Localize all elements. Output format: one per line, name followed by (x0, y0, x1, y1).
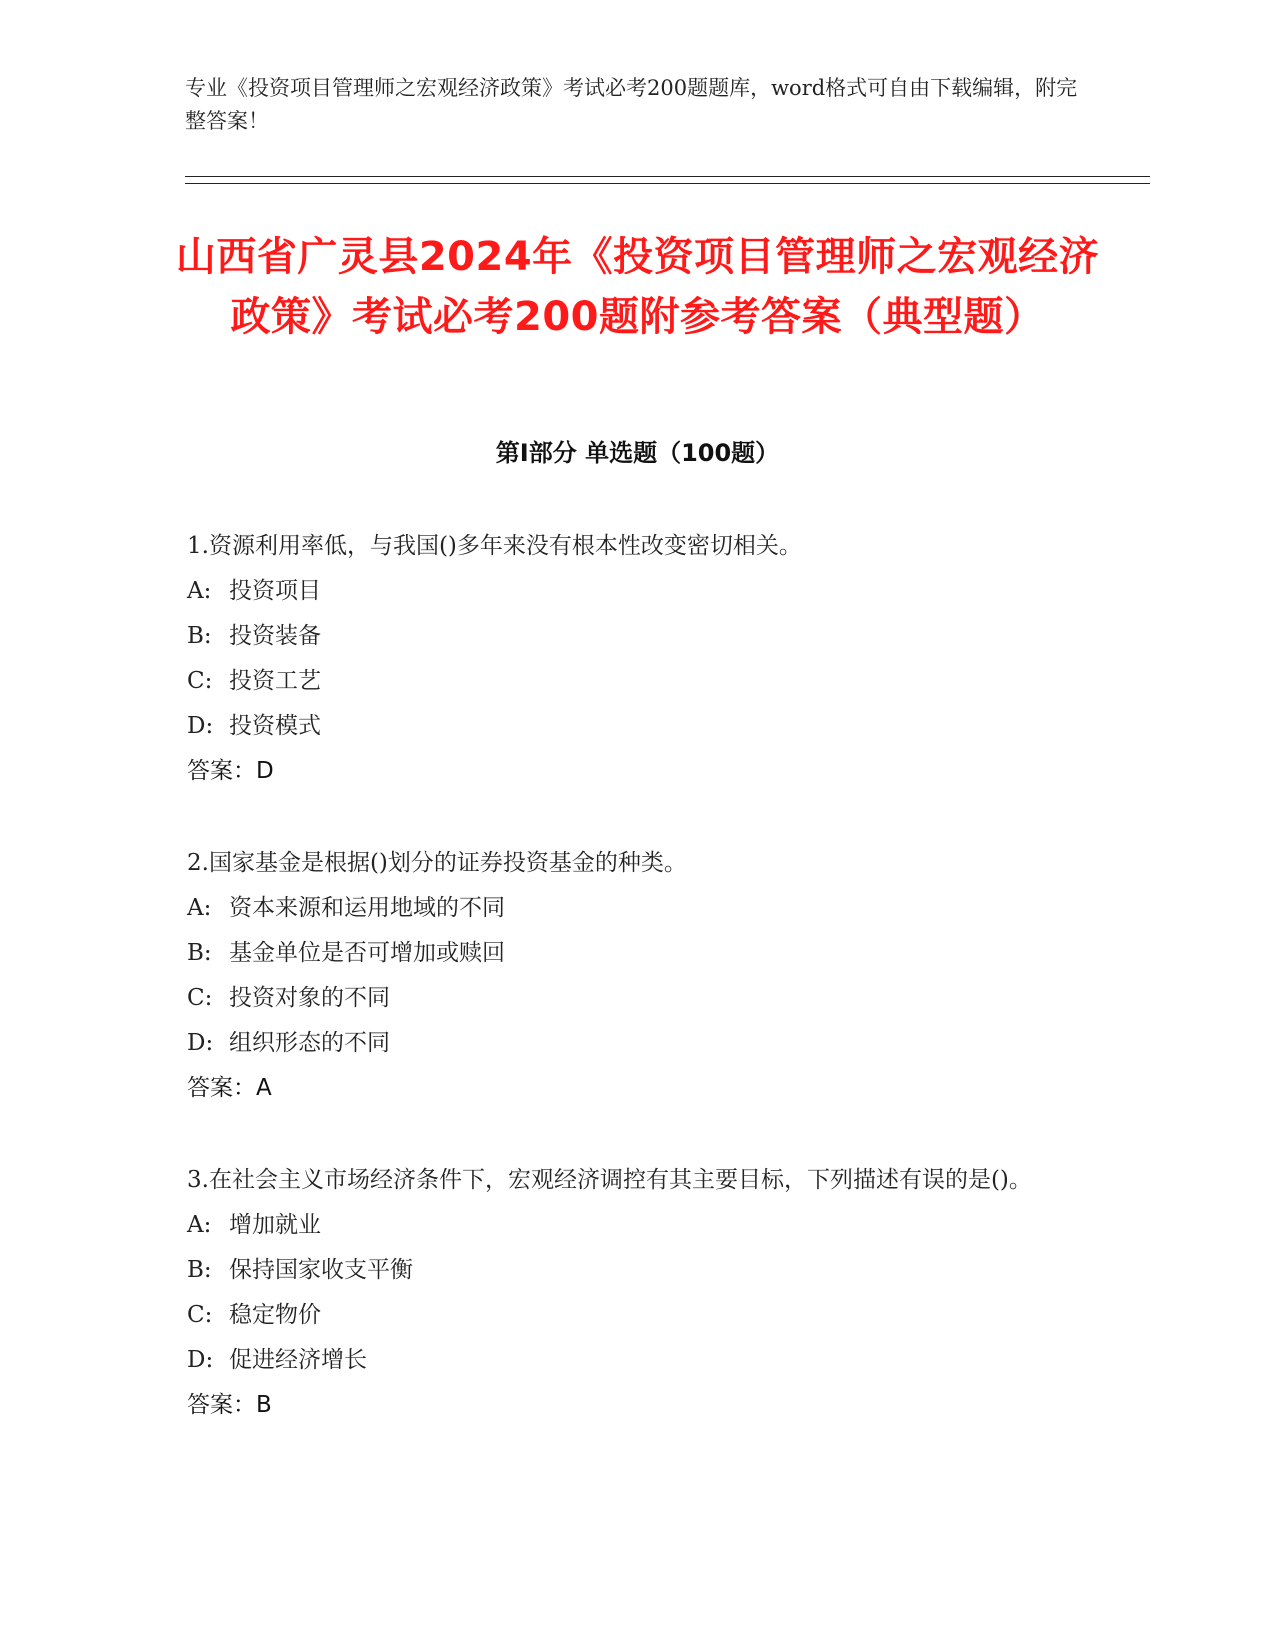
option-text: 投资装备 (229, 623, 321, 649)
option-text: 保持国家收支平衡 (229, 1257, 413, 1283)
option-key: A: (187, 578, 212, 604)
option-text: 资本来源和运用地域的不同 (229, 895, 505, 921)
option-b (187, 614, 1067, 659)
question-text: 3.在社会主义市场经济条件下，宏观经济调控有其主要目标，下列描述有误的是()。 (187, 1167, 1032, 1193)
option-text: 促进经济增长 (229, 1347, 367, 1373)
question-2 (187, 841, 1067, 1111)
option-key: C: (187, 668, 213, 694)
answer: 答案：D (187, 758, 274, 784)
document-title: 山西省广灵县2024年《投资项目管理师之宏观经济政策》考试必考200题附参考答案（典型题） (175, 234, 1100, 340)
option-key: B: (187, 1257, 212, 1283)
option-key: D: (187, 1030, 214, 1056)
option-key: A: (187, 1212, 212, 1238)
question-3 (187, 1158, 1067, 1428)
option-a (187, 1203, 1067, 1248)
option-text: 增加就业 (229, 1212, 321, 1238)
option-a (187, 569, 1067, 614)
header-divider-top (185, 176, 1150, 177)
option-text: 基金单位是否可增加或赎回 (229, 940, 505, 966)
option-text: 投资项目 (229, 578, 321, 604)
option-key: B: (187, 623, 212, 649)
option-c (187, 659, 1067, 704)
option-key: A: (187, 895, 212, 921)
option-d (187, 1021, 1067, 1066)
answer: 答案：A (187, 1075, 272, 1101)
option-text: 稳定物价 (229, 1302, 321, 1328)
option-text: 投资工艺 (229, 668, 321, 694)
header-divider-bottom (185, 183, 1150, 184)
answer: 答案：B (187, 1392, 272, 1418)
option-key: B: (187, 940, 212, 966)
section-title: 第I部分 单选题（100题） (495, 439, 780, 467)
option-d (187, 704, 1067, 749)
option-key: D: (187, 1347, 214, 1373)
option-c (187, 976, 1067, 1021)
option-c (187, 1293, 1067, 1338)
option-text: 组织形态的不同 (229, 1030, 390, 1056)
question-text: 1.资源利用率低，与我国()多年来没有根本性改变密切相关。 (187, 533, 802, 559)
option-b (187, 931, 1067, 976)
question-1 (187, 524, 1067, 794)
option-b (187, 1248, 1067, 1293)
question-text: 2.国家基金是根据()划分的证券投资基金的种类。 (187, 850, 687, 876)
option-text: 投资模式 (229, 713, 321, 739)
option-d (187, 1338, 1067, 1383)
option-key: C: (187, 1302, 213, 1328)
header-note: 专业《投资项目管理师之宏观经济政策》考试必考200题题库，word格式可自由下载编辑，附完整答案！ (185, 76, 1078, 133)
option-a (187, 886, 1067, 931)
option-key: D: (187, 713, 214, 739)
option-text: 投资对象的不同 (229, 985, 390, 1011)
option-key: C: (187, 985, 213, 1011)
